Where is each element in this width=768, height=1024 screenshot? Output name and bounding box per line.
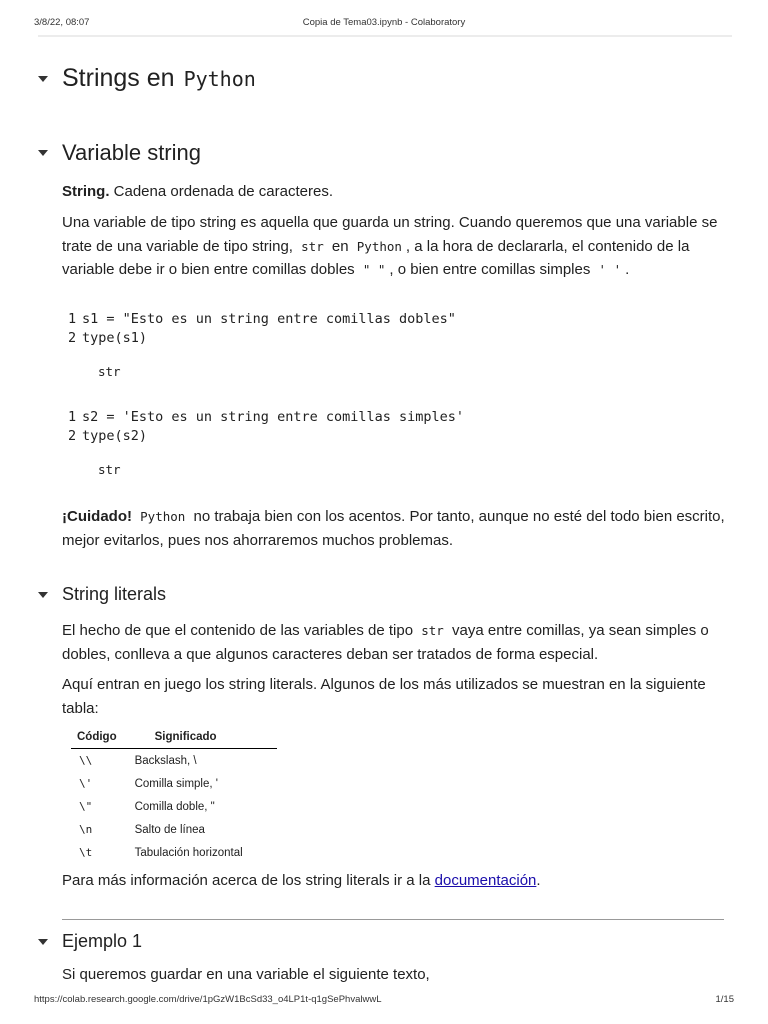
cell-meaning: Backslash, \: [134, 754, 197, 767]
text-span: Para más información acerca de los string literals ir a la: [62, 872, 435, 889]
example-paragraph: Si queremos guardar en una variable el siguiente texto,: [62, 966, 430, 983]
text-span: El hecho de que el contenido de las variables de tipo: [62, 622, 418, 639]
table-header-row: [71, 726, 277, 749]
line-number: 1: [68, 311, 77, 327]
inline-code-str: str: [421, 623, 444, 638]
cell-code: \n: [79, 823, 93, 836]
heading-text: Strings en: [62, 64, 175, 92]
heading-string-literals[interactable]: [38, 584, 166, 605]
cell-meaning: Tabulación horizontal: [134, 846, 243, 859]
documentation-paragraph: [62, 869, 732, 893]
warning-text: no trabaja bien con los acentos. Por tanto, aunque no esté del todo bien escrito, mejor evitarlos, pues nos ahorraremos muchos problemas.: [62, 508, 725, 549]
cell-output-2: str: [98, 462, 121, 477]
table-row: [71, 749, 277, 773]
collapse-caret-icon[interactable]: [38, 592, 48, 598]
line-number: 1: [68, 409, 77, 425]
string-literals-table: [71, 726, 277, 864]
cell-code: \": [79, 800, 93, 813]
definition-paragraph: [62, 180, 732, 204]
cell-code: \\: [79, 754, 93, 767]
warning-paragraph: [62, 505, 732, 552]
warning-bold: ¡Cuidado!: [62, 508, 132, 525]
heading-text: Variable string: [62, 140, 201, 165]
cell-meaning: Comilla simple, ': [134, 777, 218, 790]
inline-code-python: Python: [356, 238, 402, 254]
cell-meaning: Salto de línea: [134, 823, 205, 836]
cell-divider: [62, 919, 724, 920]
cell-meaning: Comilla doble, ": [134, 800, 215, 813]
code-line: s1 = "Esto es un string entre comillas dobles": [82, 311, 456, 327]
print-url: https://colab.research.google.com/drive/1pGzW1BcSd33_o4LP1t-q1gSePhvalwwL: [34, 994, 382, 1005]
table-row: [71, 841, 277, 864]
code-cell-1[interactable]: [68, 310, 456, 347]
definition-bold: String.: [62, 183, 110, 200]
table-row: [71, 818, 277, 841]
text-span: vaya entre comillas, ya sean simples o dobles, conlleva a que algunos caracteres deban ser tratados de forma especial.: [62, 622, 709, 663]
heading-variable-string[interactable]: [38, 140, 201, 166]
table-row: [71, 772, 277, 795]
text-span: Una variable de tipo string es aquella que guarda un string. Cuando queremos que una variable se trate de una variable de tipo string,: [62, 214, 718, 255]
collapse-caret-icon[interactable]: [38, 939, 48, 945]
code-cell-2[interactable]: [68, 408, 464, 445]
description-paragraph: [62, 211, 732, 282]
documentation-link[interactable]: documentación: [434, 872, 537, 889]
inline-code-single-quotes: ' ': [598, 262, 622, 277]
text-span: .: [625, 261, 630, 278]
inline-code-double-quotes: " ": [362, 262, 386, 277]
cell-output-1: str: [98, 364, 121, 379]
code-line: s2 = 'Esto es un string entre comillas simples': [82, 409, 465, 425]
text-span: , a la hora de declararla, el contenido de la variable debe ir o bien entre comillas dobles: [62, 237, 690, 278]
inline-code-str: str: [301, 238, 324, 254]
literals-paragraph-2: Aquí entran en juego los string literals. Algunos de los más utilizados se muestran en la siguiente tabla:: [62, 676, 706, 717]
line-number: 2: [68, 329, 77, 346]
collapse-caret-icon[interactable]: [38, 150, 48, 156]
text-span: en: [327, 237, 353, 255]
heading-code: Python: [183, 66, 256, 91]
print-title: Copia de Tema03.ipynb - Colaboratory: [302, 17, 466, 28]
collapse-caret-icon[interactable]: [38, 76, 48, 82]
table-row: [71, 795, 277, 818]
heading-ejemplo-1[interactable]: [38, 931, 142, 952]
heading-strings-en-python[interactable]: [38, 64, 256, 93]
heading-text: String literals: [62, 584, 167, 604]
inline-code-python: Python: [140, 509, 186, 524]
definition-text: Cadena ordenada de caracteres.: [109, 183, 333, 200]
header-significado: Significado: [123, 726, 277, 749]
text-span: , o bien entre comillas simples: [389, 261, 595, 278]
top-divider: [38, 35, 732, 37]
page-number: 1/15: [715, 994, 734, 1005]
heading-text: Ejemplo 1: [62, 931, 143, 951]
text-span: .: [536, 872, 541, 889]
code-line: type(s2): [82, 427, 148, 444]
line-number: 2: [68, 427, 77, 444]
print-header: [0, 17, 768, 31]
cell-code: \': [79, 777, 93, 790]
header-codigo: Código: [71, 726, 123, 749]
cell-code: \t: [79, 846, 93, 859]
print-date: 3/8/22, 08:07: [34, 17, 90, 28]
code-line: type(s1): [82, 329, 148, 346]
literals-paragraph-1: [62, 619, 732, 666]
